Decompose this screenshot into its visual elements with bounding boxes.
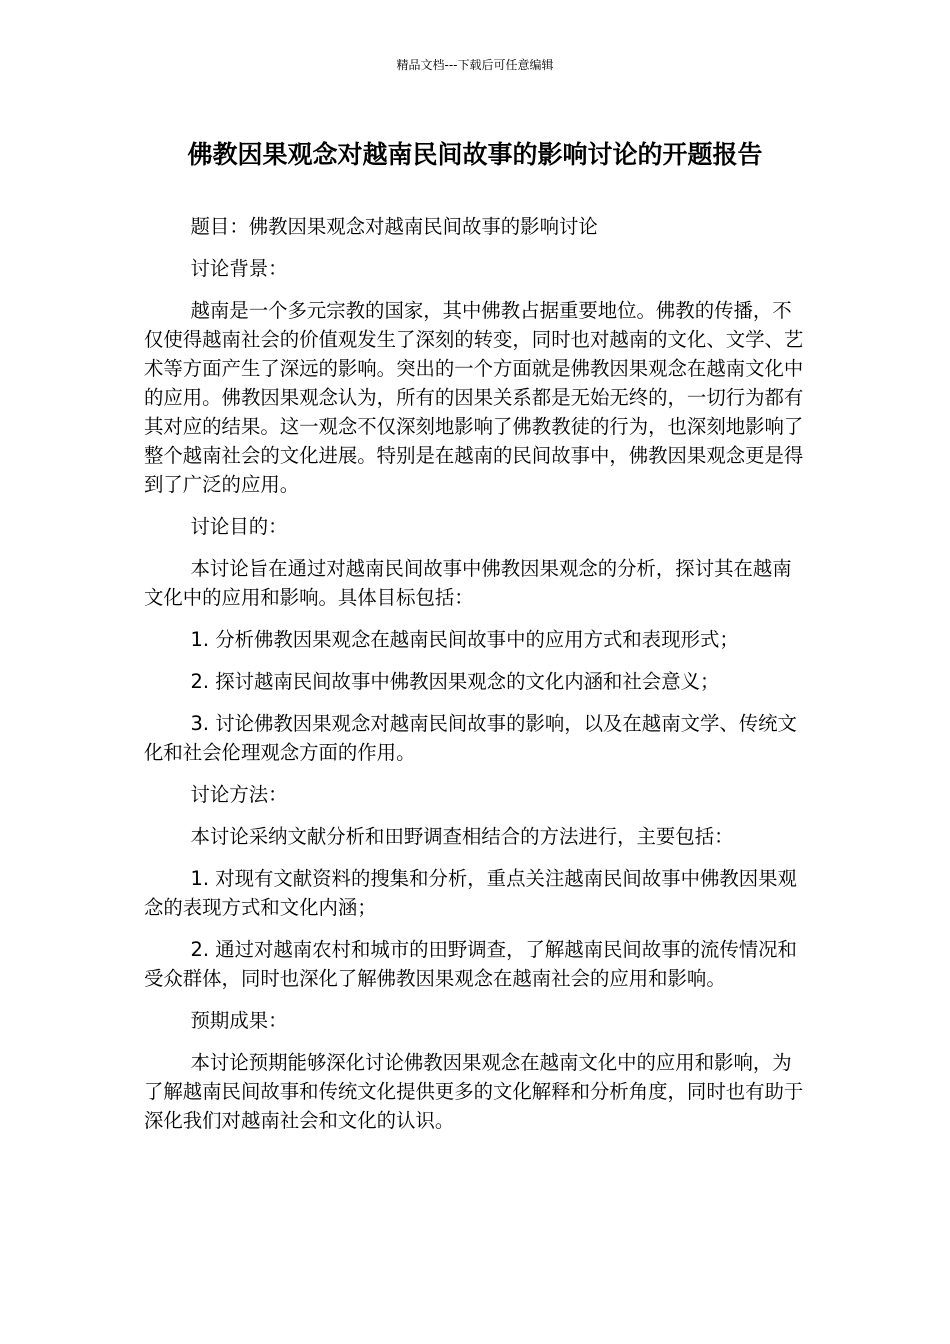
outcome-paragraph: 本讨论预期能够深化讨论佛教因果观念在越南文化中的应用和影响，为了解越南民间故事和传统文化提供更多的文化解释和分析角度，同时也有助于深化我们对越南社会和文化的认识。 — [144, 1051, 804, 1132]
purpose-item-2: 2. 探讨越南民间故事中佛教因果观念的文化内涵和社会意义； — [190, 670, 720, 693]
purpose-paragraph: 本讨论旨在通过对越南民间故事中佛教因果观念的分析，探讨其在越南文化中的应用和影响。具体目标包括： — [144, 557, 792, 609]
header-note: 精品文档---下载后可任意编辑 — [396, 58, 554, 72]
method-item-1: 1. 对现有文献资料的搜集和分析，重点关注越南民间故事中佛教因果观念的表现方式和文化内涵； — [144, 867, 797, 919]
section-heading-purpose: 讨论目的： — [190, 515, 288, 538]
background-paragraph: 越南是一个多元宗教的国家，其中佛教占据重要地位。佛教的传播，不仅使得越南社会的价值观发生了深刻的转变，同时也对越南的文化、文学、艺术等方面产生了深远的影响。突出的一个方面就是佛教因果观念在越南文化中的应用。佛教因果观念认为，所有的因果关系都是无始无终的，一切行为都有其对应的结果。这一观念不仅深刻地影响了佛教教徒的行为，也深刻地影响了整个越南社会的文化进展。特别是在越南的民间故事中，佛教因果观念更是得到了广泛的应用。 — [144, 299, 804, 496]
purpose-item-1: 1. 分析佛教因果观念在越南民间故事中的应用方式和表现形式； — [190, 628, 739, 651]
section-heading-method: 讨论方法： — [190, 783, 288, 806]
method-item-2: 2. 通过对越南农村和城市的田野调查，了解越南民间故事的流传情况和受众群体，同时也深化了解佛教因果观念在越南社会的应用和影响。 — [144, 938, 797, 990]
document-title: 佛教因果观念对越南民间故事的影响讨论的开题报告 — [187, 140, 763, 169]
method-paragraph: 本讨论采纳文献分析和田野调查相结合的方法进行，主要包括： — [190, 825, 734, 848]
purpose-item-3: 3. 讨论佛教因果观念对越南民间故事的影响，以及在越南文学、传统文化和社会伦理观念方面的作用。 — [144, 712, 797, 764]
section-heading-background: 讨论背景： — [190, 257, 288, 280]
section-heading-outcome: 预期成果： — [190, 1009, 288, 1032]
subject-line: 题目：佛教因果观念对越南民间故事的影响讨论 — [190, 215, 598, 238]
document-body — [144, 212, 804, 1148]
